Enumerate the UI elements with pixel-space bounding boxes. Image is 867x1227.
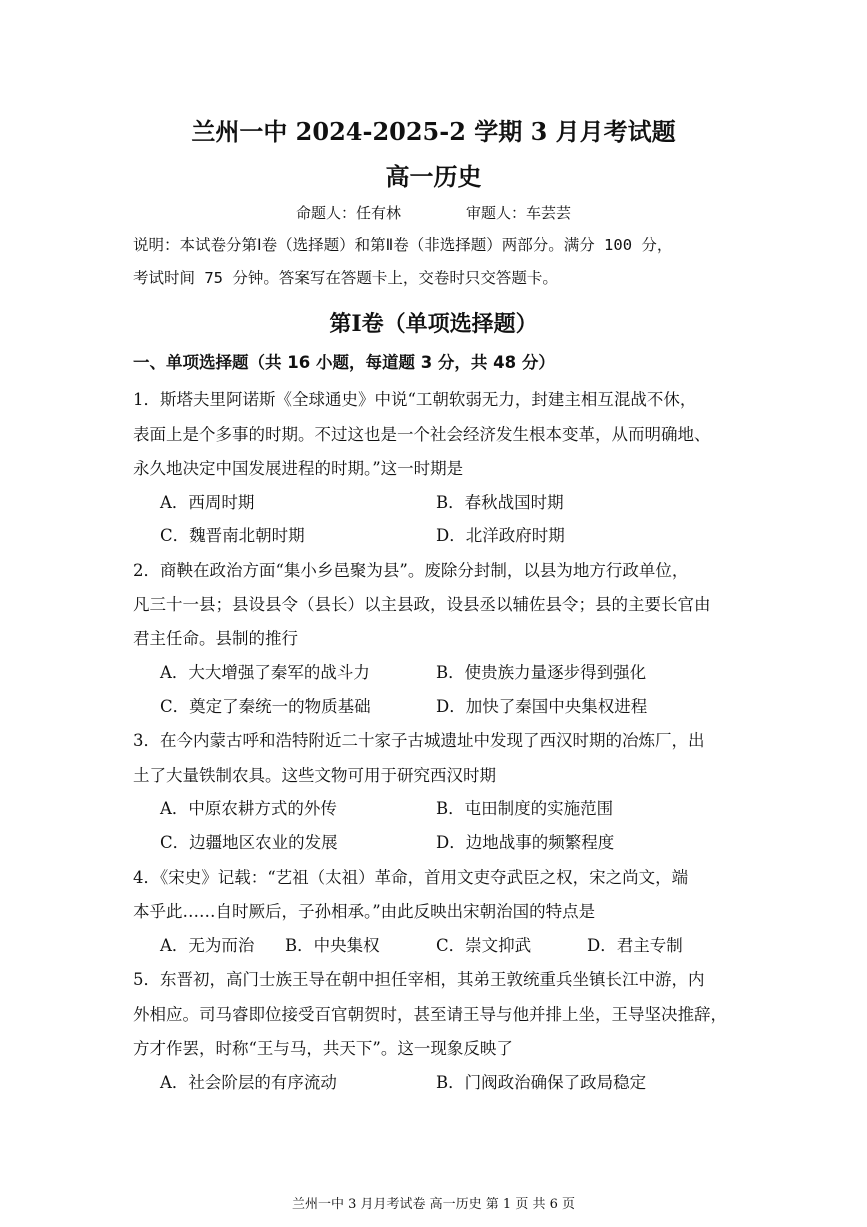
- question-text-line: 3．在今内蒙古呼和浩特附近二十家子古城遗址中发现了西汉时期的冶炼厂，出: [133, 731, 705, 750]
- question-text-line: 君主任命。县制的推行: [133, 629, 298, 648]
- exam-subject: 高一历史: [385, 162, 482, 191]
- option-d[interactable]: D．加快了秦国中央集权进程: [436, 697, 648, 716]
- option-a[interactable]: A．社会阶层的有序流动: [160, 1073, 337, 1092]
- option-b[interactable]: B．中央集权: [285, 936, 380, 955]
- option-c[interactable]: C．魏晋南北朝时期: [160, 526, 305, 545]
- question-text-line: 2．商鞅在政治方面“集小乡邑聚为县”。废除分封制，以县为地方行政单位，: [133, 561, 689, 580]
- option-b[interactable]: B．春秋战国时期: [436, 493, 564, 512]
- option-d[interactable]: D．北洋政府时期: [436, 526, 565, 545]
- option-c[interactable]: C．奠定了秦统一的物质基础: [160, 697, 371, 716]
- exam-title: 兰州一中 2024-2025-2 学期 3 月月考试题: [191, 117, 676, 146]
- option-c[interactable]: C．崇文抑武: [436, 936, 532, 955]
- exam-instructions-line-1: 说明：本试卷分第Ⅰ卷（选择题）和第Ⅱ卷（非选择题）两部分。满分 100 分，: [133, 236, 673, 254]
- option-d[interactable]: D．君主专制: [587, 936, 683, 955]
- option-a[interactable]: A．大大增强了秦军的战斗力: [160, 663, 370, 682]
- reviewer-name: 审题人：车芸芸: [466, 204, 572, 222]
- option-b[interactable]: B．使贵族力量逐步得到强化: [436, 663, 647, 682]
- exam-instructions-line-2: 考试时间 75 分钟。答案写在答题卡上，交卷时只交答题卡。: [133, 269, 558, 287]
- option-a[interactable]: A．中原农耕方式的外传: [160, 799, 337, 818]
- option-b[interactable]: B．屯田制度的实施范围: [436, 799, 614, 818]
- question-text-line: 外相应。司马睿即位接受百官朝贺时，甚至请王导与他并排上坐，王导坚决推辞，: [133, 1005, 727, 1024]
- question-text-line: 本乎此……自时厥后，子孙相承。”由此反映出宋朝治国的特点是: [133, 902, 596, 921]
- exam-authors: [0, 202, 867, 223]
- question-text-line: 土了大量铁制农具。这些文物可用于研究西汉时期: [133, 766, 496, 785]
- question-text-line: 表面上是个多事的时期。不过这也是一个社会经济发生根本变革，从而明确地、: [133, 425, 711, 444]
- question-text-line: 凡三十一县；县设县令（县长）以主县政，设县丞以辅佐县令；县的主要长官由: [133, 595, 711, 614]
- option-d[interactable]: D．边地战事的频繁程度: [436, 833, 615, 852]
- option-a[interactable]: A．西周时期: [160, 493, 255, 512]
- section-title: 第Ⅰ卷（单项选择题）: [329, 311, 538, 337]
- question-text-line: 永久地决定中国发展进程的时期。”这一时期是: [133, 459, 464, 478]
- option-c[interactable]: C．边疆地区农业的发展: [160, 833, 338, 852]
- question-text-line: 5．东晋初，高门士族王导在朝中担任宰相，其弟王敦统重兵坐镇长江中游，内: [133, 970, 705, 989]
- option-b[interactable]: B．门阀政治确保了政局稳定: [436, 1073, 647, 1092]
- author-name: 命题人：任有林: [295, 204, 401, 222]
- part-heading: 一、单项选择题（共 16 小题，每道题 3 分，共 48 分）: [133, 353, 555, 372]
- option-a[interactable]: A．无为而治: [160, 936, 255, 955]
- question-text-line: 4．《宋史》记载：“艺祖（太祖）革命，首用文吏夺武臣之权，宋之尚文，端: [133, 868, 689, 887]
- question-text-line: 方才作罢，时称“王与马，共天下”。这一现象反映了: [133, 1039, 513, 1058]
- page-footer: 兰州一中 3 月月考试卷 高一历史 第 1 页 共 6 页: [291, 1197, 575, 1212]
- question-text-line: 1．斯塔夫里阿诺斯《全球通史》中说“工朝软弱无力，封建主相互混战不休，: [133, 390, 697, 409]
